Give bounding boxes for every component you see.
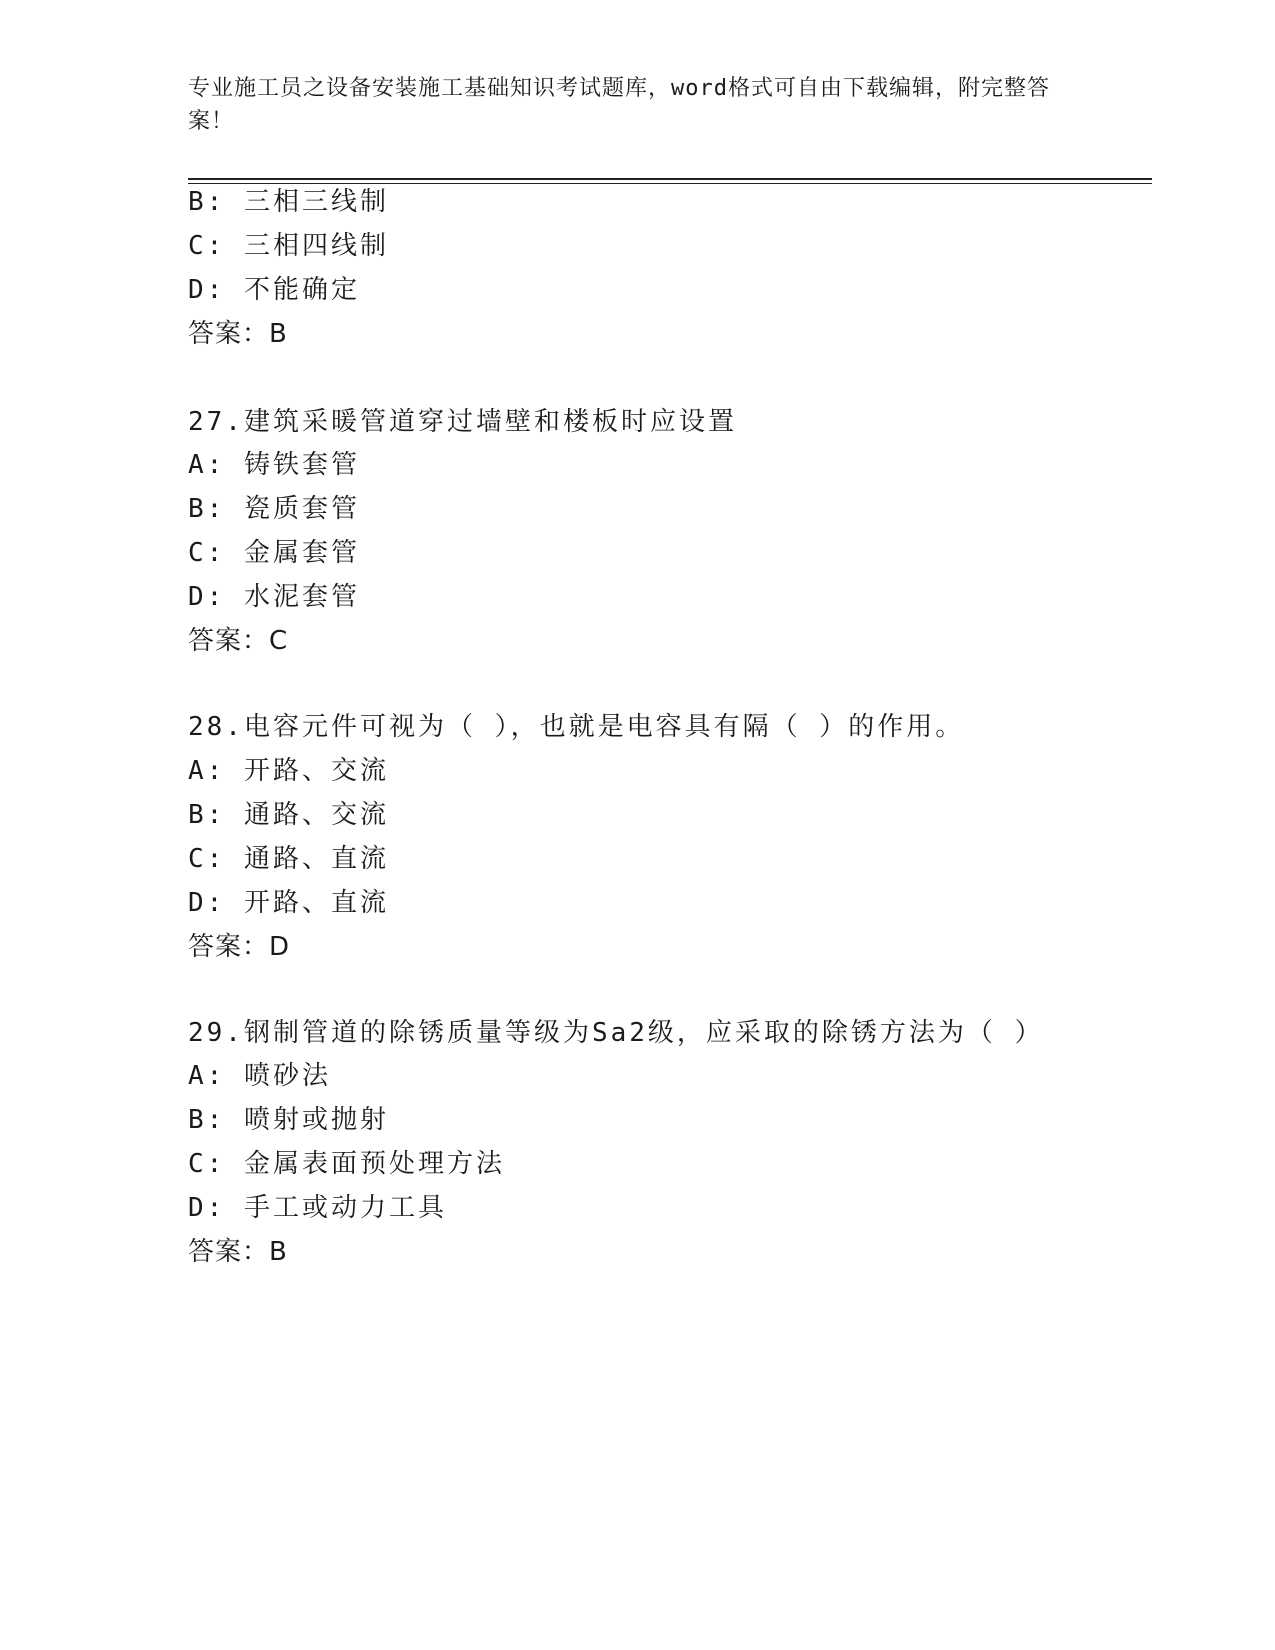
answer-label: 答案：C (188, 626, 289, 656)
option-a: A: 喷砂法 (188, 1061, 331, 1091)
option-d: D: 不能确定 (188, 275, 360, 305)
option-b: B: 喷射或抛射 (188, 1105, 389, 1135)
answer-label: 答案：B (188, 319, 288, 349)
option-d: D: 手工或动力工具 (188, 1193, 447, 1223)
option-b: B: 三相三线制 (188, 187, 389, 217)
header-divider-thin (188, 183, 1152, 184)
option-a: A: 开路、交流 (188, 756, 389, 786)
header-divider-thick (188, 178, 1152, 180)
option-d: D: 开路、直流 (188, 888, 389, 918)
option-b: B: 通路、交流 (188, 800, 389, 830)
question-27: 27.建筑采暖管道穿过墙壁和楼板时应设置 (188, 407, 737, 437)
question-29: 29.钢制管道的除锈质量等级为Sa2级，应采取的除锈方法为（ ） (188, 1018, 1044, 1048)
option-b: B: 瓷质套管 (188, 494, 360, 524)
answer-label: 答案：D (188, 932, 291, 962)
option-a: A: 铸铁套管 (188, 450, 360, 480)
option-d: D: 水泥套管 (188, 582, 360, 612)
question-28: 28.电容元件可视为（ ），也就是电容具有隔（ ）的作用。 (188, 712, 965, 742)
document-header: 专业施工员之设备安装施工基础知识考试题库，word格式可自由下载编辑，附完整答案！ (188, 76, 1050, 134)
option-c: C: 通路、直流 (188, 844, 389, 874)
option-c: C: 金属套管 (188, 538, 360, 568)
option-c: C: 三相四线制 (188, 231, 389, 261)
answer-label: 答案：B (188, 1237, 288, 1267)
option-c: C: 金属表面预处理方法 (188, 1149, 505, 1179)
